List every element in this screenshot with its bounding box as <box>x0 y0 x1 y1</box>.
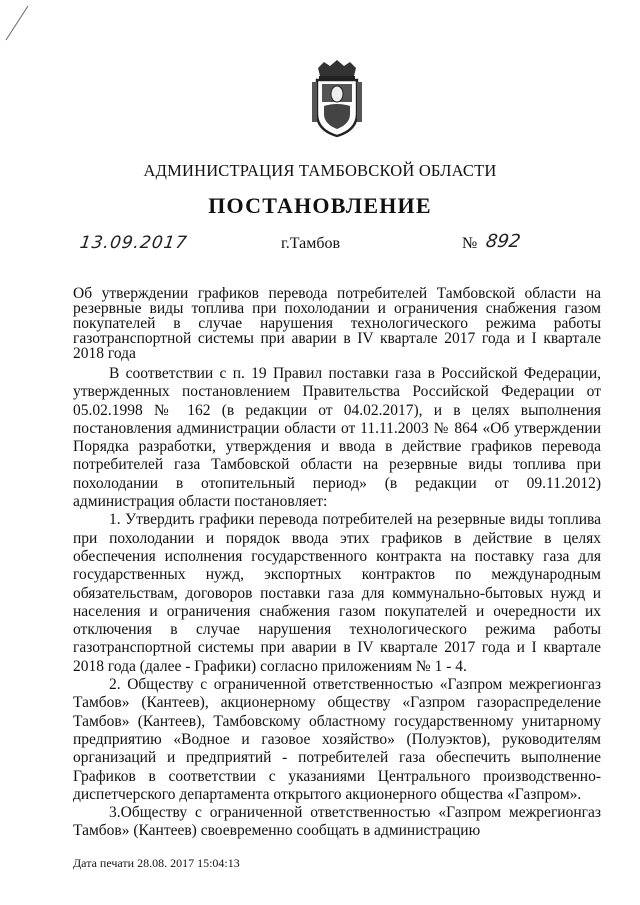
corner-pen-mark <box>2 4 32 44</box>
organization-title: АДМИНИСТРАЦИЯ ТАМБОВСКОЙ ОБЛАСТИ <box>143 161 497 180</box>
city-name: г.Тамбов <box>281 235 341 252</box>
paragraph-item-1: 1. Утвердить графики перевода потребителей на резервные виды топлива при похолодании и порядок ввода этих графиков в действие в целях обеспечения исполнения государственного контракта на поставку газа для государственных нужд, экспортных контрактов по международным обязательствам, договоров поставки газа для коммунально-бытовых нужд и населения и ограничения снабжения газом покупателей и очередности их отключения в случае нарушения технологического режима работы газотранспортной системы при аварии в IV квартале 2017 года и I квартале 2018 года (далее - Графики) согласно приложениям № 1 - 4. <box>73 511 601 675</box>
paragraph-item-2: 2. Обществу с ограниченной ответственностью «Газпром межрегионгаз Тамбов» (Кантеев), акционерному обществу «Газпром газораспределение Тамбов» (Кантеев), Тамбовскому областному государственному унитарному предприятию «Водное и газовое хозяйство» (Полуэктов), руководителям организаций и предприятий - потребителей газа обеспечить выполнение Графиков в соответствии с указаниями Центрального производственно-диспетчерского департамента открытого акционерного общества «Газпром». <box>73 676 601 803</box>
number-label: № <box>462 235 478 252</box>
handwritten-date: 13.09.2017 <box>78 233 189 253</box>
document-body <box>73 365 601 841</box>
coat-of-arms-emblem <box>310 58 364 138</box>
document-subject: Об утверждении графиков перевода потребителей Тамбовской области на резервные виды топлива при похолодании и ограничения снабжения газом покупателей в случае нарушения технологического режима работы газотранспортной системы при аварии в IV квартале 2017 года и I квартале 2018 года <box>73 285 601 362</box>
paragraph-preamble: В соответствии с п. 19 Правил поставки газа в Российской Федерации, утвержденных постановлением Правительства Российской Федерации от 05.02.1998 № 162 (в редакции от 04.02.2017), и в целях выполнения постановления администрации области от 11.11.2003 № 864 «Об утверждении Порядка разработки, утверждения и ввода в действие графиков перевода потребителей газа Тамбовской области на резервные виды топлива при похолодании в отопительный период» (в редакции от 09.11.2012) администрация области постановляет: <box>73 365 601 511</box>
print-date-footer: Дата печати 28.08. 2017 15:04:13 <box>73 856 240 870</box>
handwritten-number: 892 <box>484 231 522 252</box>
document-type-heading: ПОСТАНОВЛЕНИЕ <box>208 193 432 218</box>
paragraph-item-3: 3.Обществу с ограниченной ответственностью «Газпром межрегионгаз Тамбов» (Кантеев) своевременно сообщать в администрацию <box>73 804 601 840</box>
